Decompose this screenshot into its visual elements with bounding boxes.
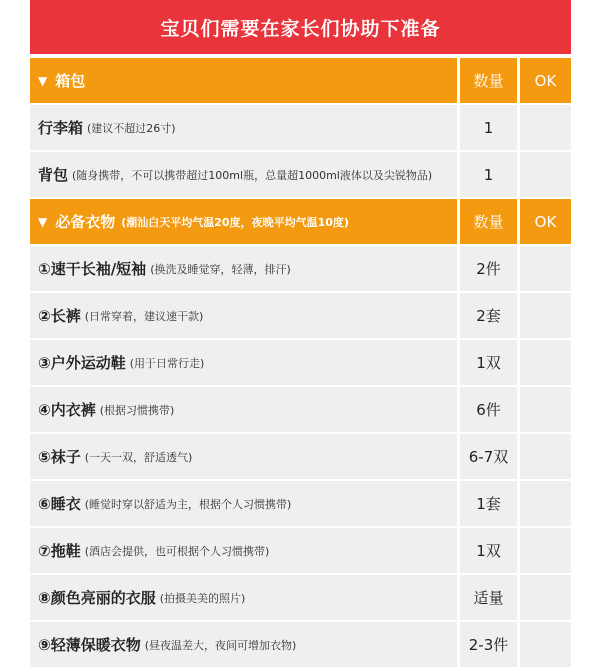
packing-checklist: [30, 0, 571, 669]
section-note: (潮汕白天平均气温20度，夜晚平均气温10度): [121, 215, 349, 229]
item-note: (随身携带，不可以携带超过100ml瓶，总量超1000ml液体以及尖锐物品): [72, 168, 433, 182]
table-row: [30, 246, 571, 291]
ok-column-header: OK: [520, 199, 571, 244]
item-name-cell: [30, 528, 457, 573]
item-note: (根据习惯携带): [99, 403, 175, 417]
item-name-cell: [30, 105, 457, 150]
item-name-cell: [30, 622, 457, 667]
item-note: (一天一双，舒适透气): [84, 450, 193, 464]
section-header-name-cell: [30, 199, 457, 244]
item-ok-checkbox[interactable]: [520, 481, 571, 526]
item-quantity: 1: [460, 105, 517, 150]
item-name: ⑦拖鞋: [38, 542, 81, 560]
item-ok-checkbox[interactable]: [520, 434, 571, 479]
section-title: 箱包: [55, 72, 86, 90]
table-row: [30, 105, 571, 150]
item-name: ⑧颜色亮丽的衣服: [38, 589, 156, 607]
section-header-clothing: [30, 199, 571, 244]
item-quantity: 1双: [460, 528, 517, 573]
ok-column-header: OK: [520, 58, 571, 103]
item-name: ⑥睡衣: [38, 495, 81, 513]
item-ok-checkbox[interactable]: [520, 575, 571, 620]
item-name-cell: [30, 434, 457, 479]
table-row: [30, 622, 571, 667]
item-ok-checkbox[interactable]: [520, 528, 571, 573]
item-name: ④内衣裤: [38, 401, 96, 419]
item-name-cell: [30, 246, 457, 291]
item-name: 背包: [38, 166, 69, 184]
table-row: [30, 152, 571, 197]
table-row: [30, 434, 571, 479]
item-note: (换洗及睡觉穿，轻薄，排汗): [150, 262, 291, 276]
item-ok-checkbox[interactable]: [520, 340, 571, 385]
item-name: 行李箱: [38, 119, 84, 137]
item-quantity: 1套: [460, 481, 517, 526]
quantity-column-header: 数量: [460, 199, 517, 244]
item-name: ②长裤: [38, 307, 81, 325]
item-name-cell: [30, 340, 457, 385]
triangle-down-icon: ▼: [38, 214, 48, 229]
table-row: [30, 528, 571, 573]
item-note: (建议不超过26寸): [87, 121, 176, 135]
item-quantity: 适量: [460, 575, 517, 620]
item-quantity: 2-3件: [460, 622, 517, 667]
item-ok-checkbox[interactable]: [520, 152, 571, 197]
table-row: [30, 575, 571, 620]
item-ok-checkbox[interactable]: [520, 105, 571, 150]
item-note: (昼夜温差大，夜间可增加衣物): [144, 638, 297, 652]
section-title: 必备衣物: [55, 213, 116, 231]
item-name: ③户外运动鞋: [38, 354, 126, 372]
item-quantity: 2套: [460, 293, 517, 338]
item-note: (睡觉时穿以舒适为主，根据个人习惯携带): [84, 497, 292, 511]
table-row: [30, 293, 571, 338]
item-note: (拍摄美美的照片): [159, 591, 246, 605]
item-ok-checkbox[interactable]: [520, 622, 571, 667]
item-name-cell: [30, 387, 457, 432]
checklist-title: 宝贝们需要在家长们协助下准备: [30, 0, 571, 54]
triangle-down-icon: ▼: [38, 73, 48, 88]
quantity-column-header: 数量: [460, 58, 517, 103]
item-note: (日常穿着，建议速干款): [84, 309, 204, 323]
item-name-cell: [30, 575, 457, 620]
item-note: (酒店会提供，也可根据个人习惯携带): [84, 544, 270, 558]
item-name-cell: [30, 152, 457, 197]
table-row: [30, 481, 571, 526]
item-quantity: 2件: [460, 246, 517, 291]
item-note: (用于日常行走): [129, 356, 205, 370]
item-name: ⑤袜子: [38, 448, 81, 466]
item-quantity: 1双: [460, 340, 517, 385]
item-ok-checkbox[interactable]: [520, 387, 571, 432]
item-name: ⑨轻薄保暖衣物: [38, 636, 141, 654]
table-row: [30, 387, 571, 432]
table-row: [30, 340, 571, 385]
item-name-cell: [30, 293, 457, 338]
item-quantity: 6-7双: [460, 434, 517, 479]
section-header-bags: [30, 58, 571, 103]
section-header-name-cell: [30, 58, 457, 103]
item-quantity: 6件: [460, 387, 517, 432]
item-quantity: 1: [460, 152, 517, 197]
item-ok-checkbox[interactable]: [520, 293, 571, 338]
item-ok-checkbox[interactable]: [520, 246, 571, 291]
item-name: ①速干长袖/短袖: [38, 260, 147, 278]
item-name-cell: [30, 481, 457, 526]
